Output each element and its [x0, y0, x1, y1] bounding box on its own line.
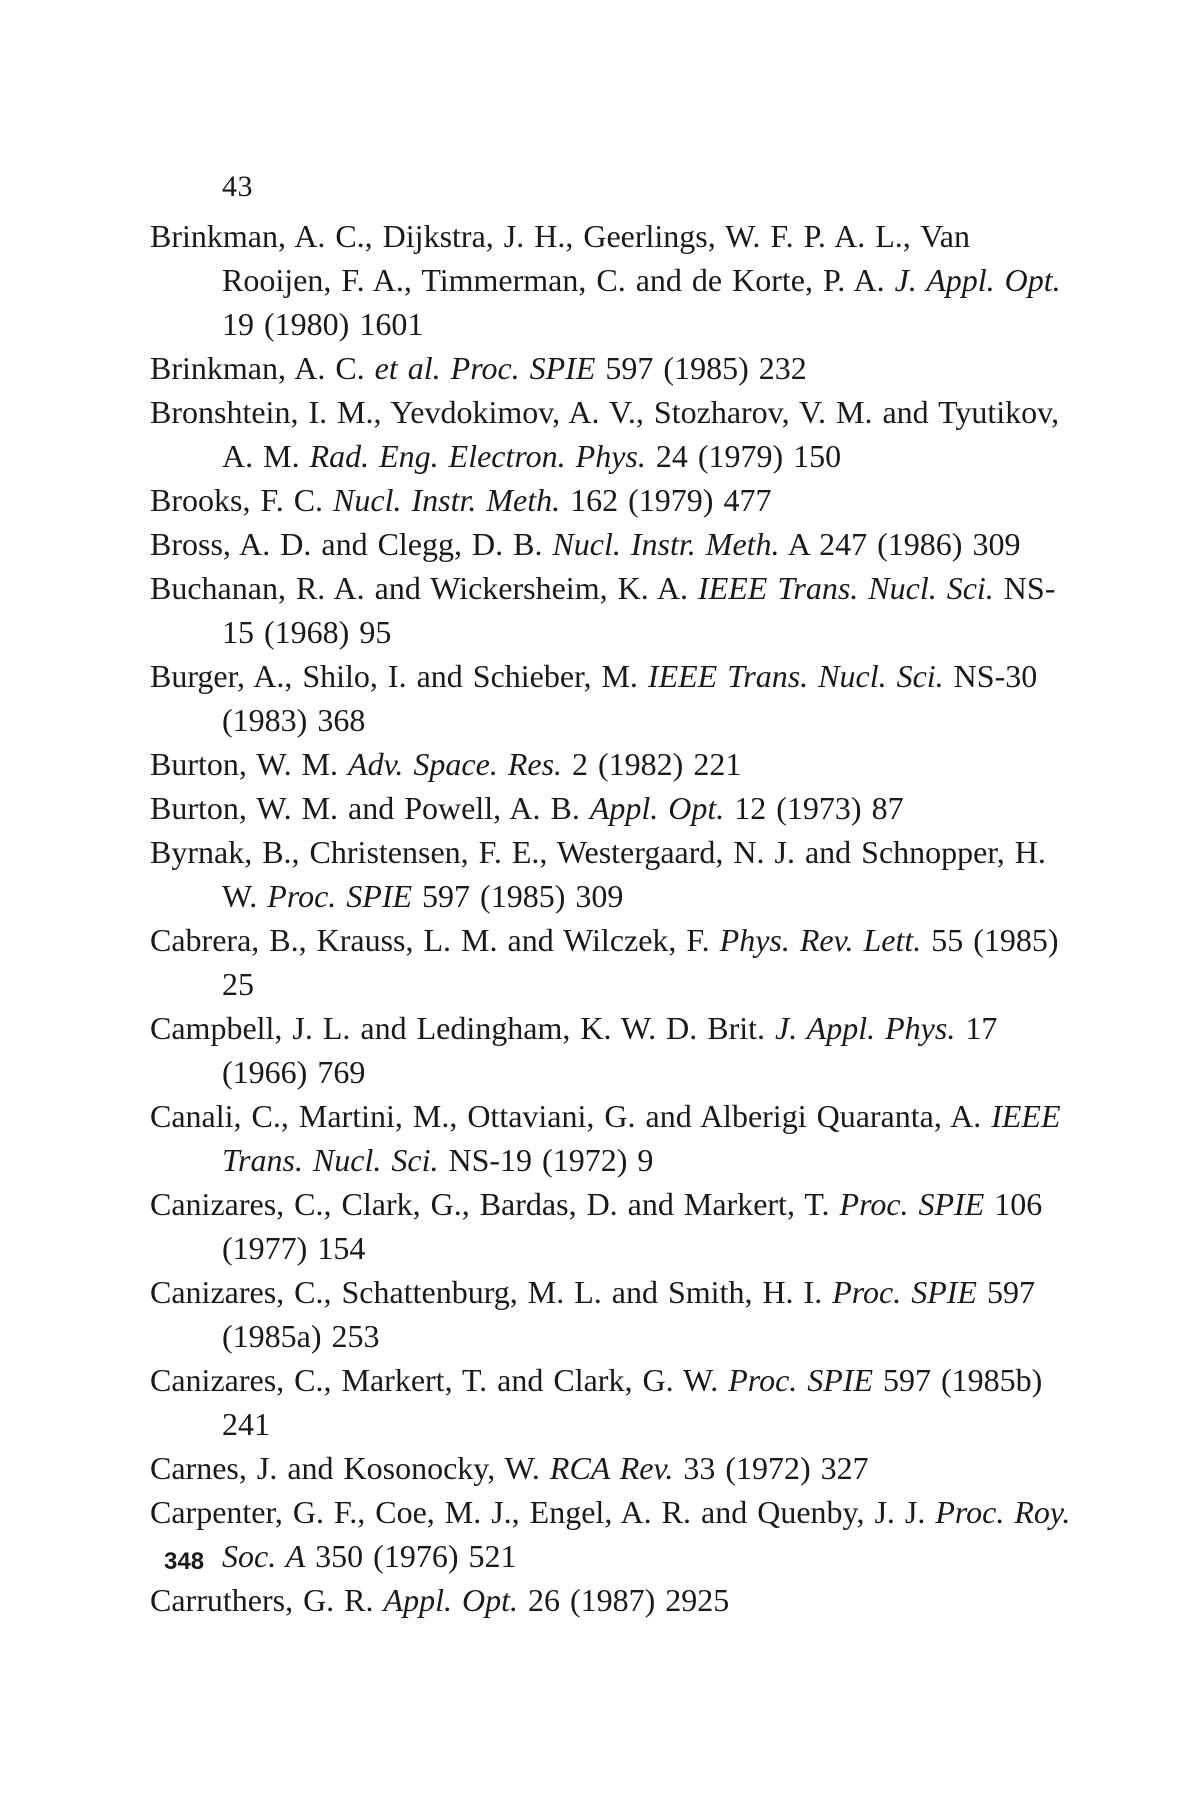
ref-authors: Byrnak, B., Christensen, F. E., Westergaard, N. J. and Schnopper, H. W. — [150, 834, 1046, 914]
ref-details: A 247 (1986) 309 — [779, 526, 1021, 562]
page-number: 348 — [164, 1548, 205, 1575]
reference-entry — [150, 522, 1075, 566]
ref-authors: Canizares, C., Markert, T. and Clark, G. W. — [150, 1362, 729, 1398]
ref-journal: Proc. SPIE — [267, 878, 413, 914]
ref-journal: Rad. Eng. Electron. Phys. — [309, 438, 646, 474]
ref-journal: Proc. Roy. Soc. A — [222, 1494, 1071, 1574]
reference-entry — [150, 1358, 1075, 1446]
ref-details: 597 (1985) 232 — [595, 350, 807, 386]
ref-authors: Campbell, J. L. and Ledingham, K. W. D. Brit. — [150, 1010, 776, 1046]
ref-details: 33 (1972) 327 — [673, 1450, 869, 1486]
ref-journal: J. Appl. Phys. — [775, 1010, 956, 1046]
ref-journal: Nucl. Instr. Meth. — [552, 526, 780, 562]
ref-details: 350 (1976) 521 — [305, 1538, 517, 1574]
ref-journal: Phys. Rev. Lett. — [719, 922, 922, 958]
ref-journal: J. Appl. Opt. — [894, 262, 1061, 298]
reference-entry — [150, 1490, 1075, 1578]
reference-entry — [150, 1446, 1075, 1490]
ref-authors: Carnes, J. and Kosonocky, W. — [150, 1450, 550, 1486]
ref-details: 26 (1987) 2925 — [517, 1582, 730, 1618]
ref-authors: Bronshtein, I. M., Yevdokimov, A. V., Stozharov, V. M. and Tyutikov, A. M. — [150, 394, 1060, 474]
ref-authors: Canizares, C., Clark, G., Bardas, D. and Markert, T. — [150, 1186, 840, 1222]
ref-details: 24 (1979) 150 — [645, 438, 842, 474]
reference-entry — [150, 1578, 1075, 1622]
ref-authors: Buchanan, R. A. and Wickersheim, K. A. — [150, 570, 699, 606]
reference-list — [150, 214, 1075, 1622]
ref-authors: Brooks, F. C. — [150, 482, 334, 518]
ref-authors: Carpenter, G. F., Coe, M. J., Engel, A. R. and Quenby, J. J. — [150, 1494, 936, 1530]
ref-authors: Burton, W. M. and Powell, A. B. — [150, 790, 590, 826]
ref-details: NS-30 (1983) 368 — [222, 658, 1038, 738]
ref-authors: Brinkman, A. C., Dijkstra, J. H., Geerlings, W. F. P. A. L., Van Rooijen, F. A., Timmerman, C. and de Korte, P. A. — [150, 218, 970, 298]
reference-entry — [150, 1094, 1075, 1182]
reference-entry — [150, 918, 1075, 1006]
ref-authors: Cabrera, B., Krauss, L. M. and Wilczek, F. — [150, 922, 720, 958]
ref-journal: Proc. SPIE — [839, 1186, 985, 1222]
ref-details: 12 (1973) 87 — [724, 790, 904, 826]
ref-journal: IEEE Trans. Nucl. Sci. — [222, 1098, 1061, 1178]
reference-entry — [150, 830, 1075, 918]
ref-journal: RCA Rev. — [549, 1450, 674, 1486]
ref-details: 106 (1977) 154 — [222, 1186, 1043, 1266]
reference-entry — [150, 346, 1075, 390]
ref-details: 162 (1979) 477 — [560, 482, 772, 518]
reference-entry — [150, 1270, 1075, 1358]
ref-details: NS-19 (1972) 9 — [438, 1142, 654, 1178]
ref-authors: Canizares, C., Schattenburg, M. L. and Smith, H. I. — [150, 1274, 833, 1310]
ref-details: NS-15 (1968) 95 — [222, 570, 1056, 650]
reference-entry — [150, 478, 1075, 522]
ref-journal: Appl. Opt. — [589, 790, 725, 826]
reference-entry — [150, 654, 1075, 742]
ref-authors: Burton, W. M. — [150, 746, 349, 782]
ref-details: 597 (1985b) 241 — [222, 1362, 1043, 1442]
ref-journal: et al. Proc. SPIE — [374, 350, 596, 386]
ref-journal: IEEE Trans. Nucl. Sci. — [698, 570, 994, 606]
ref-journal: Adv. Space. Res. — [348, 746, 563, 782]
ref-details: 19 (1980) 1601 — [222, 306, 424, 342]
ref-authors: Carruthers, G. R. — [150, 1582, 384, 1618]
reference-entry — [150, 566, 1075, 654]
ref-authors: Bross, A. D. and Clegg, D. B. — [150, 526, 553, 562]
reference-entry — [150, 742, 1075, 786]
ref-journal: Appl. Opt. — [383, 1582, 518, 1618]
ref-journal: Proc. SPIE — [832, 1274, 977, 1310]
reference-entry — [150, 214, 1075, 346]
ref-details: 17 (1966) 769 — [222, 1010, 998, 1090]
reference-entry — [150, 1006, 1075, 1094]
ref-authors: Brinkman, A. C. — [150, 350, 375, 386]
ref-details: 597 (1985a) 253 — [222, 1274, 1035, 1354]
reference-entry — [150, 390, 1075, 478]
reference-entry — [150, 786, 1075, 830]
reference-entry — [150, 1182, 1075, 1270]
ref-details: 2 (1982) 221 — [562, 746, 742, 782]
ref-details: 55 (1985) 25 — [222, 922, 1059, 1002]
ref-journal: Proc. SPIE — [728, 1362, 874, 1398]
ref-details: 597 (1985) 309 — [412, 878, 624, 914]
ref-authors: Burger, A., Shilo, I. and Schieber, M. — [150, 658, 648, 694]
ref-authors: Canali, C., Martini, M., Ottaviani, G. and Alberigi Quaranta, A. — [150, 1098, 992, 1134]
header-number: 43 — [222, 170, 253, 203]
ref-journal: Nucl. Instr. Meth. — [333, 482, 561, 518]
ref-journal: IEEE Trans. Nucl. Sci. — [647, 658, 944, 694]
